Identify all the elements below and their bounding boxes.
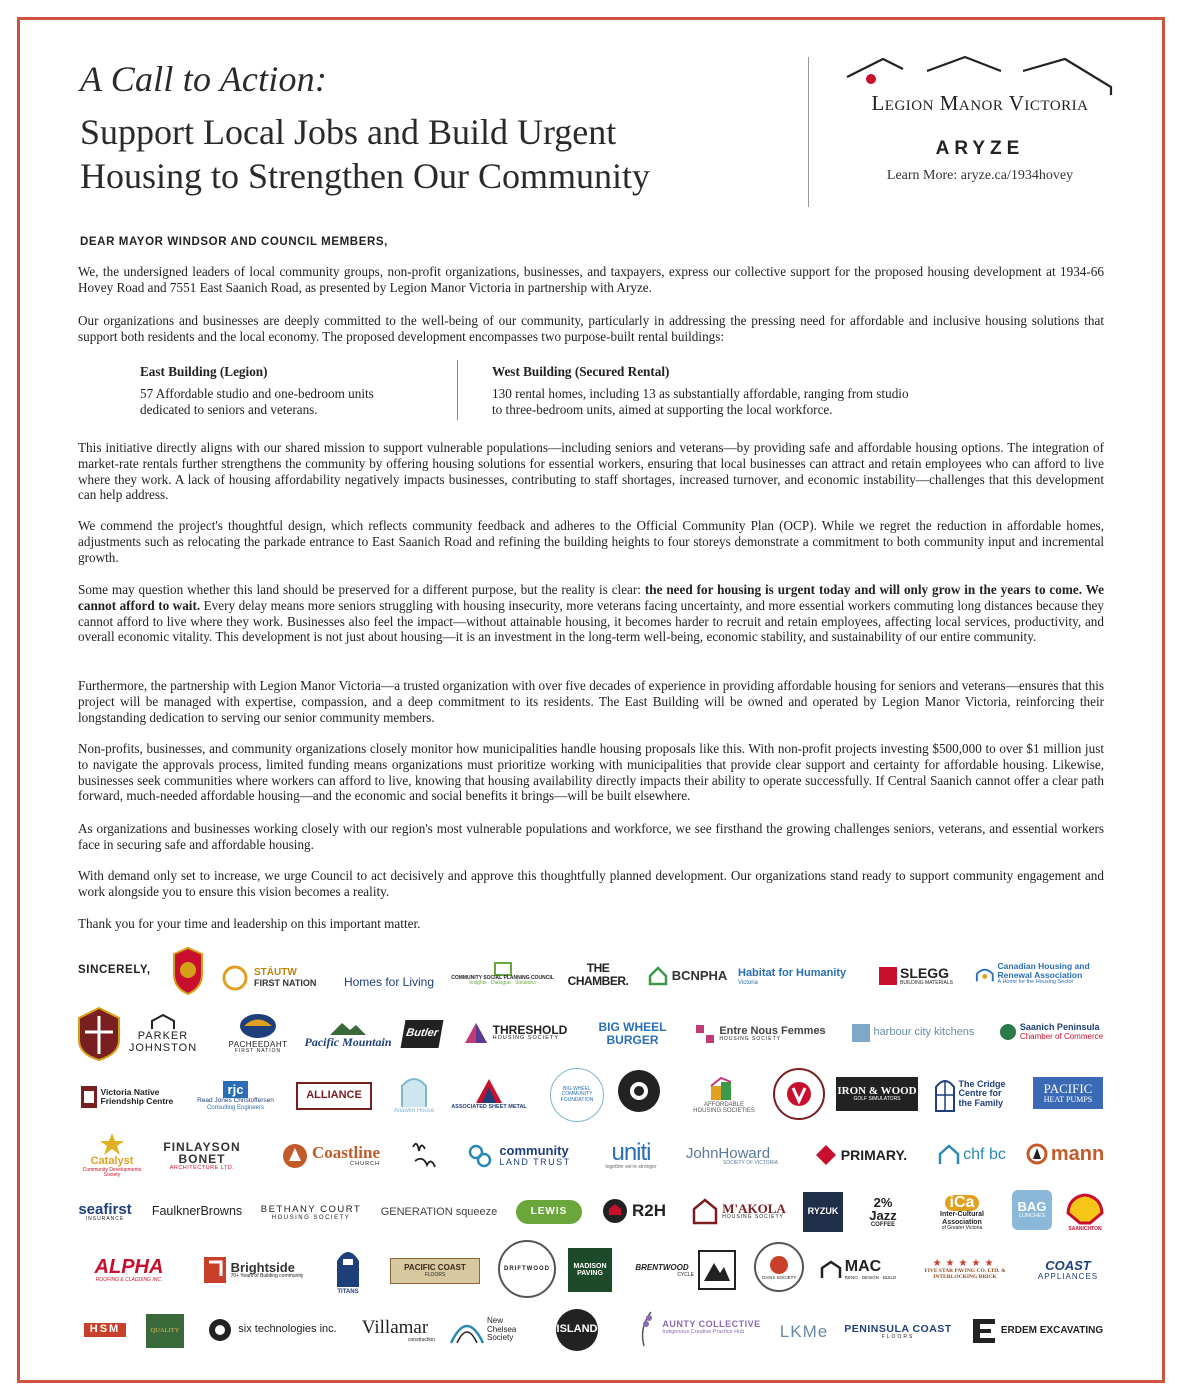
homes-for-living-name: Homes for Living [343, 974, 435, 989]
saanich-pen-sub: Chamber of Commerce [1019, 1031, 1104, 1041]
jazz-sub: COFFEE [870, 1221, 896, 1228]
page-title [80, 110, 800, 198]
ica-sub: of Greater Victoria [941, 1225, 983, 1232]
bethany-court-logo [260, 1198, 362, 1228]
entre-nous-name: Entre Nous Femmes [719, 1024, 826, 1037]
habitat-for-humanity-logo [738, 965, 860, 989]
bag-sub: LUNCHES [1018, 1212, 1046, 1219]
oasis-society-logo [754, 1242, 804, 1292]
finlayson-sub: ARCHITECTURE LTD. [169, 1164, 235, 1171]
seafirst-name: seafirst [78, 1200, 132, 1218]
shell-icon [1066, 1193, 1104, 1227]
brightside-mark-icon [203, 1256, 227, 1284]
pacheedaht-logo [228, 1005, 288, 1060]
asm-name: ASSOCIATED SHEET METAL [451, 1104, 527, 1111]
rjc-sub: Consulting Engineers [206, 1105, 265, 1112]
lavender-icon [629, 1308, 659, 1348]
butler-logo [401, 1020, 444, 1048]
knight-icon [329, 1241, 367, 1289]
john-howard-sub: SOCIETY OF VICTORIA [722, 1160, 778, 1167]
erdem-mark-icon [971, 1317, 997, 1345]
titans-logo [326, 1236, 370, 1300]
saanich-peninsula-chamber-logo [995, 1015, 1107, 1049]
brand-block [830, 55, 1130, 184]
longhouse-icon [692, 1197, 718, 1225]
chra-logo [975, 958, 1107, 990]
parker-johnston-logo [122, 1010, 204, 1058]
link-circles-icon [467, 1143, 493, 1169]
house-outline-blue-icon [938, 1144, 960, 1166]
bcnpha-name: BCNPHA [671, 968, 728, 984]
mann-logo [1022, 1140, 1108, 1168]
ryzuk-logo [803, 1192, 843, 1232]
community-land-trust-logo [460, 1140, 578, 1172]
chra-name: Canadian Housing and Renewal Association [997, 961, 1090, 981]
two-percent-jazz-logo [858, 1192, 908, 1232]
lkm-logo [776, 1318, 832, 1346]
entre-nous-sub: HOUSING SOCIETY [719, 1036, 781, 1043]
r2h-house-icon [602, 1198, 628, 1224]
brightside-logo [198, 1252, 308, 1288]
lewis-name: LEWIS [530, 1205, 568, 1217]
makola-logo [690, 1193, 788, 1229]
r2h-logo [590, 1196, 678, 1226]
cspc-tagline: Insights · Dialogue · Solutions [469, 980, 536, 986]
east-building [140, 364, 440, 418]
slegg-logo [872, 962, 960, 990]
pacific-mountain-logo [302, 1010, 394, 1058]
finlayson-name: FINLAYSON BONET [163, 1139, 241, 1167]
driftwood-logo [498, 1240, 556, 1298]
ica-mark-icon: iCa [945, 1195, 980, 1212]
paragraph-10: Thank you for your time and leadership on this important matter. [78, 916, 421, 931]
house-blocks-icon [709, 1076, 739, 1102]
oasis-name: OASIS SOCIETY [761, 1274, 797, 1280]
brentwood-sub: CYCLE [677, 1271, 694, 1278]
title-line-1: Support Local Jobs and Build Urgent [80, 112, 617, 152]
primary-mark-icon [815, 1144, 837, 1166]
pacific-coast-floors-logo [390, 1258, 480, 1284]
mac-reno-logo [818, 1256, 898, 1284]
iron-wood-sub: GOLF SIMULATORS [853, 1096, 901, 1103]
coast-appliances-logo [1030, 1256, 1106, 1284]
vnfc-mark-icon [80, 1085, 98, 1109]
primary-logo [806, 1142, 916, 1168]
paccoast-sub: FLOORS [424, 1271, 446, 1278]
sincerely-label: SINCERELY, [78, 964, 151, 976]
paragraph-4: We commend the project's thoughtful design, which reflects community feedback and adheres to the Official Community Plan (OCP). While we regret the reduction in affordable homes, adjustments such as relocating the parkade entrance to East Saanich Road and refining the building heights to four storeys demonstrate a commitment to both community input and incremental growth. [78, 518, 1104, 565]
makola-name: M'AKOLA [722, 1200, 786, 1216]
entre-nous-mark-icon [695, 1024, 715, 1044]
mac-name: MAC [844, 1258, 882, 1276]
paragraph-1: We, the undersigned leaders of local community groups, non-profit organizations, businesses, and taxpayers, express our collective support for the proposed housing development at 1934-66 Hovey Road and 7551 East Saanich Road, as presented by Legion Manor Victoria in partnership with Aryze. [78, 264, 1104, 295]
paragraph-5-rest: Every delay means more seniors struggling with housing insecurity, more veterans facing uncertainty, and more essential workers commuting long distances because they cannot afford to live where they work. Businesses also feel the impact—without attainable housing, it becomes harder to recruit and retain employees, affecting local services, productivity, and overall economic vitality. This development is not just about housing—it is an investment in the long-term well-being, economic stability, and sustainability of our entire community. [78, 597, 1105, 645]
faulkner-name: FaulknerBrowns [151, 1204, 243, 1219]
stars-icon: ★★★★★ [932, 1257, 998, 1269]
brightside-sub: 70+ Years of Building community [230, 1273, 304, 1280]
slegg-mark-icon [879, 967, 897, 985]
leaf-icon [999, 1023, 1017, 1041]
primary-name: PRIMARY. [840, 1146, 908, 1163]
pacific-mountain-name: Pacific Mountain [304, 1034, 392, 1049]
paragraph-5 [78, 582, 1104, 645]
cspc-mark-icon [494, 962, 512, 976]
john-howard-name: JohnHoward [685, 1144, 771, 1162]
paragraph-2: Our organizations and businesses are deeply committed to the well-being of our community, particularly in addressing the pressing need for affordable and inclusive housing solutions that support both residents and the local economy. The proposed development encompasses two purpose-built rental buildings: [78, 313, 1104, 344]
rjc-mark-icon: rjc [223, 1081, 249, 1099]
iron-wood-name: IRON & WOOD [837, 1084, 917, 1097]
paragraph-8: As organizations and businesses working closely with our region's most vulnerable populations and workforce, we see firsthand the growing challenges seniors, veterans, and essential workers face in securing safe and affordable housing. [78, 821, 1104, 852]
catalyst-name: Catalyst [90, 1154, 134, 1167]
hws-logo [618, 1070, 660, 1112]
generation-squeeze-logo [372, 1202, 506, 1224]
legion-badge-icon [784, 1079, 814, 1109]
alpha-name: ALPHA [94, 1255, 164, 1278]
wave-icon [851, 1023, 871, 1043]
star-burst-icon [99, 1132, 125, 1156]
madison-paving-logo [568, 1248, 612, 1292]
west-building-desc-1: 130 rental homes, including 13 as substantially affordable, ranging from studio [492, 386, 909, 401]
cspc-name: COMMUNITY SOCIAL PLANNING COUNCIL [451, 974, 554, 981]
mann-circle-icon [1026, 1143, 1048, 1165]
big-wheel-burger-name: BIG WHEEL BURGER [598, 1020, 667, 1047]
quality-name: QUALITY [150, 1326, 180, 1334]
royal-canadian-legion-logo [168, 945, 208, 997]
signature-icon [409, 1137, 439, 1175]
asm-mark-icon [474, 1077, 504, 1105]
rjc-logo [188, 1075, 283, 1117]
madison-name: MADISON PAVING [573, 1262, 607, 1277]
shell-sub: SAANICHTON [1068, 1226, 1102, 1233]
coastline-church-logo [272, 1138, 390, 1174]
east-building-title: East Building (Legion) [140, 364, 268, 379]
mac-house-icon [820, 1260, 842, 1280]
pencoast-sub: FLOORS [881, 1333, 915, 1340]
saanich-pen-name: Saanich Peninsula [1019, 1022, 1100, 1033]
stautw-name: STÁUTW [254, 967, 297, 979]
habitat-name: Habitat for Humanity [738, 967, 847, 980]
cspc-logo [450, 955, 555, 993]
the-chamber-logo [562, 958, 634, 992]
iron-and-wood-logo [836, 1077, 918, 1111]
island-asphalt-logo [548, 1306, 606, 1354]
chf-bc-logo [932, 1142, 1012, 1168]
quality-inn-logo [146, 1314, 184, 1348]
ica-name: Inter-Cultural Association [940, 1211, 984, 1226]
mountain-badge-icon [702, 1255, 732, 1285]
aunty-sub: Indigenous Creative Practice Hub [662, 1328, 745, 1335]
paragraph-6: Furthermore, the partnership with Legion Manor Victoria—a trusted organization with over five decades of experience in providing affordable housing for seniors and veterans—ensures that this project will be managed with expertise, compassion, and a deep commitment to its residents. The East Building will be owned and operated by Legion Manor Victoria, reinforcing their longstanding dedication to serving our senior community members. [78, 678, 1104, 725]
uniti-name: uniti [611, 1138, 651, 1166]
triangle-icon [463, 1021, 489, 1045]
handwritten-signature-logo [408, 1136, 440, 1176]
mann-name: mann [1050, 1142, 1105, 1165]
arch-icon [399, 1072, 429, 1108]
island-name: ISLAND [556, 1323, 598, 1336]
coast-app-name: COAST [1045, 1257, 1091, 1273]
cridge-name: The Cridge Centre for the Family [958, 1078, 1006, 1108]
window-icon [934, 1075, 956, 1113]
coast-app-sub: APPLIANCES [1037, 1271, 1099, 1281]
peninsula-coast-floors-logo [842, 1318, 954, 1346]
splash-icon [624, 1076, 654, 1106]
shield-icon [77, 1006, 121, 1062]
shell-saanichton-logo [1062, 1190, 1108, 1236]
pac-heat-name: PACIFIC [1043, 1080, 1093, 1096]
anawim-name: Anawim House [393, 1107, 435, 1114]
house-icon [648, 966, 668, 986]
harbour-city-kitchens-logo [840, 1020, 985, 1046]
uniti-logo [598, 1135, 664, 1175]
east-building-desc-1: 57 Affordable studio and one-bedroom units [140, 386, 374, 401]
victoria-native-friendship-centre-logo [78, 1082, 180, 1112]
paragraph-3: This initiative directly aligns with our shared mission to support vulnerable populations—including seniors and veterans—by providing safe and affordable housing options. The integration of market-rate rentals further strengthens the community by offering housing solutions for essential workers, ensuring that local businesses can attract and retain employees who can afford to live where they work. A lack of housing affordability negatively impacts businesses, contributing to staff shortages, increased turnover, and economic instability—challenges that this development can help address. [78, 440, 1104, 503]
catalyst-logo [78, 1126, 146, 1184]
faulknerbrowns-logo [146, 1200, 248, 1224]
mountain-badge-logo [698, 1250, 736, 1290]
title-line-2: Housing to Strengthen Our Community [80, 156, 650, 196]
the-chamber-name: THE CHAMBER. [567, 961, 629, 988]
west-building-title: West Building (Secured Rental) [492, 364, 670, 379]
west-building [492, 364, 962, 418]
gen-squeeze-name: GENERATION squeeze [380, 1206, 498, 1219]
threshold-logo [460, 1018, 570, 1048]
new-chelsea-name: New Chelsea Society [487, 1316, 517, 1343]
threshold-sub: HOUSING SOCIETY [492, 1035, 559, 1042]
parker-johnston-name: PARKER JOHNSTON [128, 1030, 198, 1054]
bird-icon [238, 1011, 278, 1041]
affordable-housing-societies-logo [688, 1068, 760, 1122]
uniti-sub: together we're stronger [605, 1163, 657, 1170]
sixtech-name: six technologies inc. [238, 1323, 337, 1336]
aunty-name: AUNTY COLLECTIVE [662, 1319, 761, 1330]
rjc-name: Read Jones Christoffersen [197, 1097, 274, 1105]
seafirst-sub: INSURANCE [85, 1216, 125, 1223]
coastline-sub: CHURCH [350, 1161, 380, 1168]
chf-bc-name: chf bc [963, 1145, 1006, 1163]
alpha-sub: ROOFING & CLADDING INC. [95, 1276, 163, 1283]
jazz-name: 2% Jazz [869, 1194, 897, 1223]
aunty-collective-logo [624, 1306, 766, 1350]
brentwood-name: BRENTWOOD [635, 1263, 689, 1273]
bcnpha-logo [645, 963, 730, 989]
john-howard-logo [678, 1140, 778, 1172]
villamar-logo [355, 1316, 435, 1346]
building-divider [457, 360, 458, 420]
associated-sheet-metal-logo [450, 1072, 528, 1116]
clt-sub: LAND TRUST [499, 1157, 571, 1168]
stautw-logo [220, 962, 325, 994]
letter-greeting: DEAR MAYOR WINDSOR AND COUNCIL MEMBERS, [80, 236, 388, 248]
ahs-name: AFFORDABLE HOUSING SOCIETIES [693, 1101, 755, 1114]
wave-arc-icon [449, 1315, 485, 1345]
erdem-name: ERDEM EXCAVATING [1000, 1324, 1104, 1336]
habitat-sub: Victoria [738, 979, 758, 986]
sun-icon [220, 963, 250, 993]
titans-name: TITANS [337, 1288, 359, 1295]
bethany-sub: HOUSING SOCIETY [271, 1214, 351, 1221]
five-star-name: FIVE STAR PAVING CO. LTD. & INTERLOCKING BRICK [924, 1268, 1006, 1281]
hsm-name: HSM [84, 1323, 126, 1337]
lkm-name: LKMe [779, 1322, 829, 1342]
paragraph-5-emphasis: the need for housing is urgent today and will only grow in the years to come. We cannot afford to wait. [78, 582, 1104, 613]
alpha-roofing-logo [76, 1254, 182, 1286]
pac-heat-sub: HEAT PUMPS [1043, 1094, 1093, 1104]
driftwood-name: DRIFTWOOD [504, 1265, 550, 1272]
paragraph-5-intro: Some may question whether this land should be preserved for a different purpose, but the reality is clear: [78, 582, 645, 597]
slegg-name: SLEGG [900, 965, 950, 982]
paccoast-name: PACIFIC COAST [404, 1263, 466, 1273]
paragraph-7: Non-profits, businesses, and community organizations closely monitor how municipalities handle housing proposals like this. With non-profit projects investing $500,000 to over $1 million just to navigate the approvals process, limited funding means organizations must prioritize working with municipalities that provide clear support and certainty for affordable housing. Likewise, businesses seek communities where workers can afford to live, knowing that housing availability directly impacts their ability to operate successfully. If Central Saanich cannot offer a clear path forward, much-needed affordable housing—and the economic and social benefits it brings—will be built elsewhere. [78, 741, 1104, 804]
pacheedaht-name: PACHEEDAHT [228, 1039, 288, 1049]
pencoast-name: PENINSULA COAST [844, 1322, 952, 1335]
big-wheel-foundation-logo [550, 1068, 604, 1122]
seafirst-insurance-logo [74, 1198, 136, 1226]
the-cridge-logo [932, 1072, 1018, 1116]
erdem-excavating-logo [966, 1316, 1108, 1346]
slegg-sub: BUILDING MATERIALS [900, 979, 953, 986]
hsm-logo [78, 1320, 132, 1340]
big-wheel-burger-logo [585, 1018, 680, 1050]
bills-bag-lunches-logo [1012, 1190, 1052, 1230]
bwcf-name: BIG WHEEL COMMUNITY FOUNDATION [560, 1086, 594, 1103]
tree-icon [282, 1143, 308, 1169]
brightside-name: Brightside [230, 1259, 295, 1275]
mountain-icon [328, 1020, 368, 1036]
makola-sub: HOUSING SOCIETY [722, 1214, 784, 1221]
mac-sub: RENO · DESIGN · BUILD [844, 1275, 897, 1281]
bag-name: BAG [1017, 1199, 1047, 1215]
vnfc-name: Victoria Native Friendship Centre [100, 1087, 174, 1106]
legion-crest-icon [170, 946, 206, 996]
anglican-crest-logo [75, 1005, 123, 1063]
brentwood-cycle-logo [630, 1258, 694, 1284]
alliance-name: ALLIANCE [306, 1089, 362, 1102]
coastline-name: Coastline [312, 1143, 380, 1163]
header-divider [808, 57, 809, 207]
west-building-desc-2: to three-bedroom units, aimed at supporting the local workforce. [492, 402, 833, 417]
villamar-sub: construction [408, 1337, 435, 1344]
veterans-victoria-logo [773, 1068, 825, 1120]
legion-manor-name: Legion Manor Victoria [871, 91, 1089, 115]
clt-name: community [499, 1143, 569, 1159]
aperture-icon [207, 1317, 233, 1343]
anawim-house-logo [392, 1068, 436, 1118]
harbour-city-name: harbour city kitchens [873, 1026, 975, 1039]
r2h-name: R2H [631, 1201, 666, 1221]
learn-more-link[interactable]: Learn More: aryze.ca/1934hovey [886, 168, 1074, 183]
paragraph-9: With demand only set to increase, we urge Council to act decisively and approve this thoughtfully planned development. Our organizations stand ready to support community engagement and work alongside you to ensure this vision becomes a reality. [78, 868, 1104, 899]
butler-name: Butler [405, 1027, 440, 1040]
hand-icon [768, 1254, 790, 1276]
roof-logo-icon [845, 55, 1115, 95]
chra-sub: A Home for the Housing Sector [997, 979, 1074, 986]
house-outline-icon [148, 1013, 178, 1031]
entre-nous-femmes-logo [693, 1020, 828, 1048]
finlayson-bonet-logo [158, 1138, 246, 1174]
pacific-heat-pumps-logo [1033, 1077, 1103, 1109]
call-to-action-heading: A Call to Action: [80, 59, 328, 99]
new-chelsea-society-logo [448, 1312, 532, 1348]
catalyst-sub: Community Developments Society [82, 1166, 142, 1178]
threshold-name: THRESHOLD [492, 1022, 568, 1037]
homes-for-living-logo [338, 972, 440, 992]
ryzuk-name: RYZUK [807, 1206, 839, 1217]
pacheedaht-sub: FIRST NATION [234, 1048, 282, 1055]
five-star-paving-logo [910, 1254, 1020, 1286]
lewis-logo [516, 1200, 582, 1224]
aryze-logo: ARYZE [935, 138, 1025, 159]
six-technologies-logo [202, 1316, 342, 1344]
inter-cultural-association-logo [922, 1190, 1002, 1236]
east-building-desc-2: dedicated to seniors and veterans. [140, 402, 318, 417]
bethany-name: BETHANY COURT [260, 1203, 362, 1215]
alliance-logo [296, 1082, 372, 1110]
stautw-sub: FIRST NATION [254, 977, 317, 988]
house-arch-icon [975, 960, 995, 988]
villamar-name: Villamar [361, 1317, 429, 1339]
